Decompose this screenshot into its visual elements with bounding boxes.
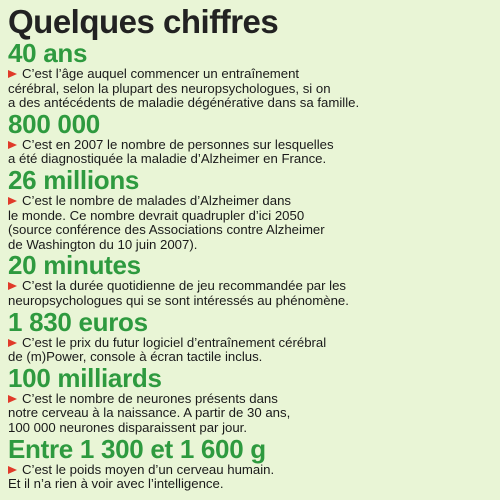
stat-block [8,164,490,252]
bullet-arrow-icon [8,70,17,78]
stat-figure: 20 minutes [8,250,141,281]
bullet-arrow-icon [8,282,17,290]
stat-description-line: C’est le nombre de malades d’Alzheimer dans [22,192,292,208]
stat-description [8,336,490,365]
stat-description [8,392,490,436]
stat-block [8,433,490,492]
stat-description-line: C’est en 2007 le nombre de personnes sur lesquelles [22,136,334,152]
stat-description-line: C’est le nombre de neurones présents dans [22,390,278,406]
stat-block [8,38,490,111]
stat-description-line: C’est le prix du futur logiciel d’entraînement cérébral [22,334,327,350]
bullet-arrow-icon [8,197,17,205]
stat-description-line: de (m)Power, console à écran tactile inclus. [8,349,263,365]
stat-figure: 40 ans [8,38,88,68]
stat-description-line: de Washington du 10 juin 2007). [8,236,198,252]
stat-description-line: C’est l’âge auquel commencer un entraînement [22,66,300,81]
stat-description [8,279,490,308]
stat-description-line: a des antécédents de maladie dégénérative dans sa famille. [8,95,360,111]
bullet-arrow-icon [8,395,17,403]
stat-figure: 100 milliards [8,362,162,393]
stat-description-line: 100 000 neurones disparaissent par jour. [8,419,248,435]
stat-description-line: (source conférence des Associations contre Alzheimer [8,222,325,238]
stat-description-line: a été diagnostiquée la maladie d’Alzheimer en France. [8,151,327,167]
bullet-arrow-icon [8,466,17,474]
stat-description-line: cérébral, selon la plupart des neuropsychologues, si on [8,80,331,96]
stat-block [8,306,490,365]
stat-figure: 26 millions [8,164,140,195]
stats-list [8,38,490,492]
stat-description [8,194,490,252]
stat-block [8,362,490,436]
stat-description-line: neuropsychologues qui se sont intéressés au phénomène. [8,292,349,308]
stat-description-line: le monde. Ce nombre devrait quadrupler d’ici 2050 [8,207,305,223]
stat-block [8,250,490,308]
stat-description [8,67,490,111]
stat-description-line: notre cerveau à la naissance. A partir de 30 ans, [8,405,291,421]
stat-block [8,108,490,167]
stat-figure: 1 830 euros [8,306,148,337]
stat-figure: 800 000 [8,108,100,139]
stat-description-line: C’est le poids moyen d’un cerveau humain. [22,461,275,477]
stat-figure: Entre 1 300 et 1 600 g [8,433,266,464]
stat-description-line: C’est la durée quotidienne de jeu recommandée par les [22,278,347,294]
stat-description-line: Et il n’a rien à voir avec l’intelligence. [8,476,224,492]
stat-description [8,463,490,492]
stat-description [8,138,490,167]
bullet-arrow-icon [8,141,17,149]
page-title: Quelques chiffres [8,3,279,40]
bullet-arrow-icon [8,339,17,347]
